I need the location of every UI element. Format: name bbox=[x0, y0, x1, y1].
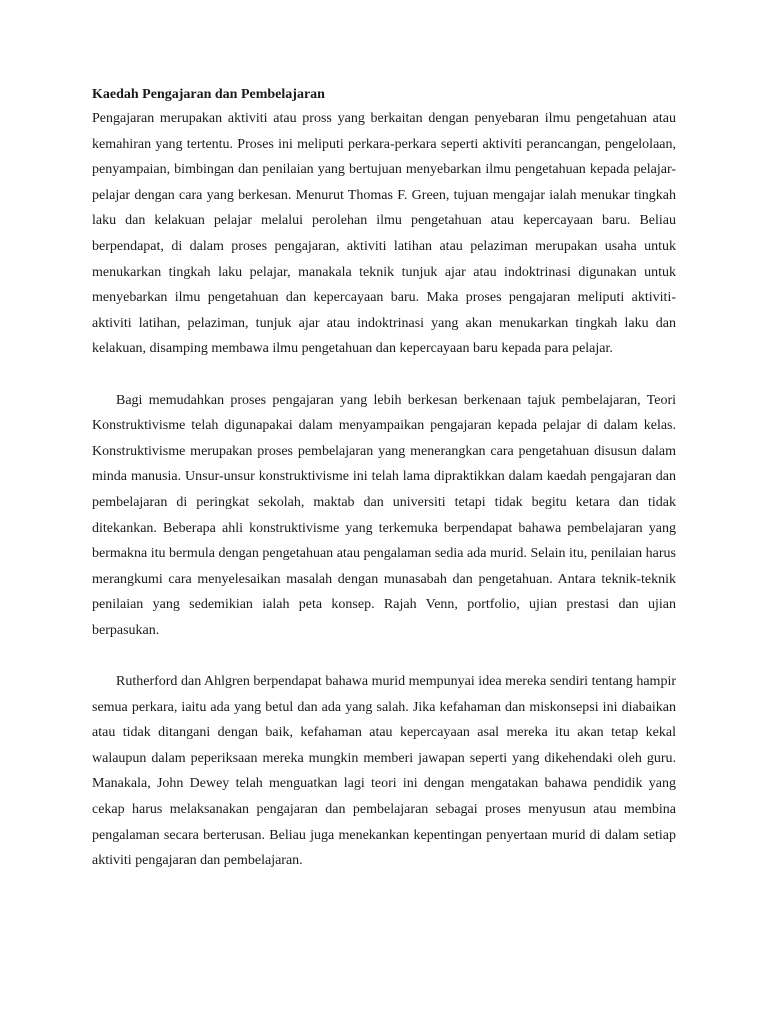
paragraph-2: Bagi memudahkan proses pengajaran yang lebih berkesan berkenaan tajuk pembelajaran, Teori Konstruktivisme telah digunapakai dalam menyampaikan pengajaran kepada pelajar di dalam kelas. Konstruktivisme merupakan proses pembelajaran yang menerangkan cara pengetahuan disusun dalam minda manusia. Unsur-unsur konstruktivisme ini telah lama dipraktikkan dalam kaedah pengajaran dan pembelajaran di peringkat sekolah, maktab dan universiti tetapi tidak begitu ketara dan tidak ditekankan. Beberapa ahli konstruktivisme yang terkemuka berpendapat bahawa pembelajaran yang bermakna itu bermula dengan pengetahuan atau pengalaman sedia ada murid. Selain itu, penilaian harus merangkumi cara menyelesaikan masalah dengan munasabah dan pengetahuan. Antara teknik-teknik penilaian yang sedemikian ialah peta konsep. Rajah Venn, portfolio, ujian prestasi dan ujian berpasukan. bbox=[92, 392, 676, 638]
paragraph-1: Pengajaran merupakan aktiviti atau pross yang berkaitan dengan penyebaran ilmu pengetahuan atau kemahiran yang tertentu. Proses ini meliputi perkara-perkara seperti aktiviti perancangan, pengelolaan, penyampaian, bimbingan dan penilaian yang bertujuan menyebarkan ilmu pengetahuan kepada pelajar-pelajar dengan cara yang berkesan. Menurut Thomas F. Green, tujuan mengajar ialah menukar tingkah laku dan kelakuan pelajar melalui perolehan ilmu pengetahuan atau kepercayaan baru. Beliau berpendapat, di dalam proses pengajaran, aktiviti latihan atau pelaziman merupakan usaha untuk menukarkan tingkah laku pelajar, manakala teknik tunjuk ajar atau indoktrinasi digunakan untuk menyebarkan ilmu pengetahuan dan kepercayaan baru. Maka proses pengajaran meliputi aktiviti-aktiviti latihan, pelaziman, tunjuk ajar atau indoktrinasi yang akan menukarkan tingkah laku dan kelakuan, disamping membawa ilmu pengetahuan dan kepercayaan baru kepada para pelajar. bbox=[92, 111, 676, 357]
document-heading: Kaedah Pengajaran dan Pembelajaran bbox=[92, 87, 325, 102]
paragraph-3: Rutherford dan Ahlgren berpendapat bahawa murid mempunyai idea mereka sendiri tentang hampir semua perkara, iaitu ada yang betul dan ada yang salah. Jika kefahaman dan miskonsepsi ini diabaikan atau tidak ditangani dengan baik, kefahaman atau kepercayaan asal mereka itu akan tetap kekal walaupun dalam peperiksaan mereka mungkin memberi jawapan seperti yang dikehendaki oleh guru. Manakala, John Dewey telah menguatkan lagi teori ini dengan mengatakan bahawa pendidik yang cekap harus melaksanakan pengajaran dan pembelajaran sebagai proses menyusun atau membina pengalaman secara berterusan. Beliau juga menekankan kepentingan penyertaan murid di dalam setiap aktiviti pengajaran dan pembelajaran. bbox=[92, 674, 676, 869]
document-page bbox=[92, 84, 676, 874]
